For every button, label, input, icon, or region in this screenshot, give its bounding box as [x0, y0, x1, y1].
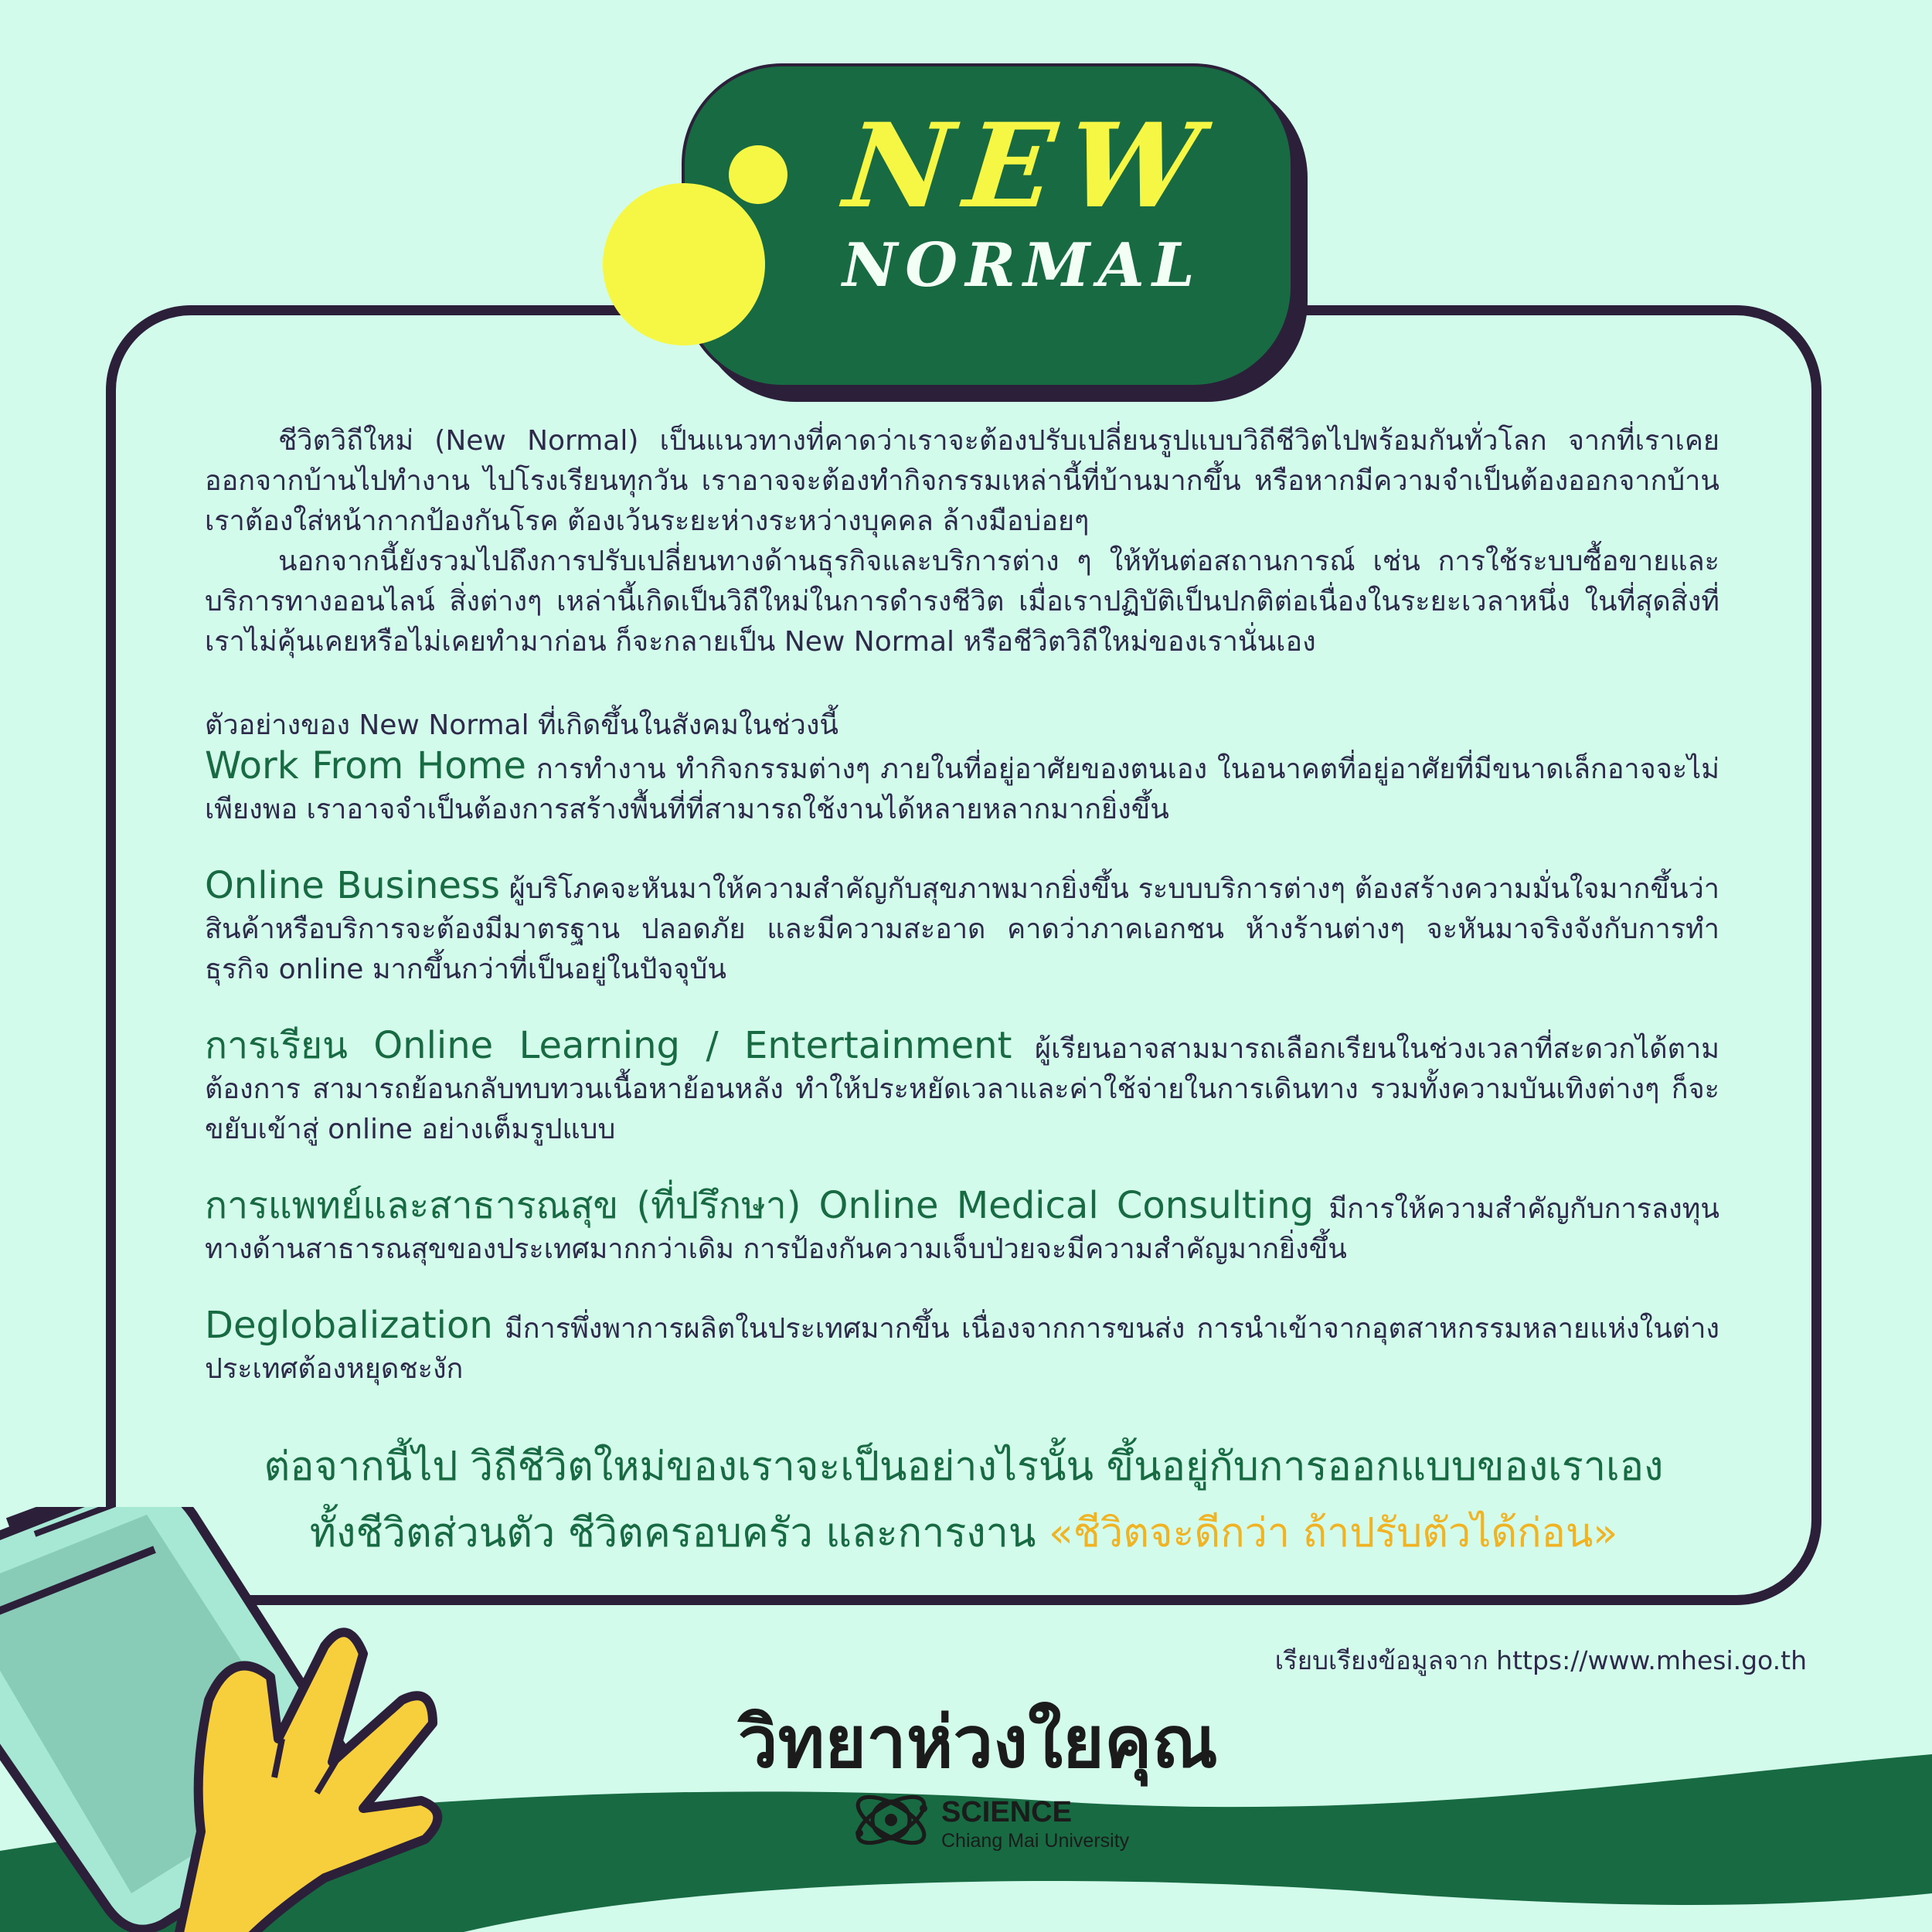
example-term: Work From Home: [205, 744, 526, 787]
example-item-medical-consulting: [205, 1185, 1719, 1270]
example-item-deglobalization: [205, 1305, 1719, 1389]
yellow-circle-small: [729, 145, 787, 204]
article-body: [205, 421, 1719, 1389]
yellow-circle-large: [603, 183, 765, 345]
example-item-work-from-home: [205, 746, 1719, 830]
intro-paragraph-2: นอกจากนี้ยังรวมไปถึงการปรับเปลี่ยนทางด้านธุรกิจและบริการต่าง ๆ ให้ทันต่อสถานการณ์ เช่น การใช้ระบบซื้อขายและบริการทางออนไลน์ สิ่งต่างๆ เหล่านี้เกิดเป็นวิถีใหม่ในการดำรงชีวิต เมื่อเราปฏิบัติเป็นปกติต่อเนื่องในระยะเวลาหนึ่ง ในที่สุดสิ่งที่เราไม่คุ้นเคยหรือไม่เคยทำมาก่อน ก็จะกลายเป็น New Normal หรือชีวิตวิถีใหม่ของเรานั่นเอง: [205, 546, 1719, 658]
examples-intro: ตัวอย่างของ New Normal ที่เกิดขึ้นในสังคมในช่วงนี้: [205, 709, 839, 741]
atom-icon: [849, 1777, 934, 1862]
glove-hand-icon: [178, 1632, 437, 1932]
example-term: การแพทย์และสาธารณสุข (ที่ปรึกษา) Online Medical Consulting: [205, 1184, 1315, 1227]
closing-highlight-quote: «ชีวิตจะดีกว่า ถ้าปรับตัวได้ก่อน»: [1048, 1510, 1618, 1556]
intro-paragraph-1: ชีวิตวิถีใหม่ (New Normal) เป็นแนวทางที่คาดว่าเราจะต้องปรับเปลี่ยนรูปแบบวิถีชีวิตไปพร้อมกันทั่วโลก จากที่เราเคยออกจากบ้านไปทำงาน ไปโรงเรียนทุกวัน เราอาจจะต้องทำกิจกรรมเหล่านี้ที่บ้านมากขึ้น หรือหากมีความจำเป็นต้องออกจากบ้าน เราต้องใส่หน้ากากป้องกันโรค ต้องเว้นระยะห่างระหว่างบุคคล ล้างมือบ่อยๆ: [205, 425, 1719, 537]
faculty-logo: [849, 1777, 1173, 1862]
example-term: การเรียน Online Learning / Entertainment: [205, 1024, 1012, 1067]
example-term: Online Business: [205, 864, 500, 907]
brand-slogan: วิทยาห่วงใยคุณ: [738, 1701, 1218, 1784]
example-term: Deglobalization: [205, 1304, 493, 1347]
example-text: มีการให้ความสำคัญกับการลงทุนทางด้านสาธารณสุขของประเทศมากกว่าเดิม การป้องกันความเจ็บป่วยจะมีความสำคัญมากยิ่งขึ้น: [205, 1193, 1719, 1265]
example-text: ผู้บริโภคจะหันมาให้ความสำคัญกับสุขภาพมากยิ่งขึ้น ระบบบริการต่างๆ ต้องสร้างความมั่นใจมากขึ้นว่าสินค้าหรือบริการจะต้องมีมาตรฐาน ปลอดภัย และมีความสะอาด คาดว่าภาคเอกชน ห้างร้านต่างๆ จะหันมาจริงจังกับการทำธุรกิจ online มากขึ้นกว่าที่เป็นอยู่ในปัจจุบัน: [205, 873, 1720, 985]
closing-line-2-prefix: ทั้งชีวิตส่วนตัว ชีวิตครอบครัว และการงาน: [309, 1510, 1049, 1556]
header-title: NEW: [838, 98, 1220, 234]
example-text: การทำงาน ทำกิจกรรมต่างๆ ภายในที่อยู่อาศัยของตนเอง ในอนาคตที่อยู่อาศัยที่มีขนาดเล็กอาจจะไม่เพียงพอ เราอาจจำเป็นต้องการสร้างพื้นที่ที่สามารถใช้งานได้หลายหลากมากยิ่งขึ้น: [205, 753, 1720, 825]
logo-subtitle: Chiang Mai University: [941, 1830, 1130, 1852]
closing-line-1: ต่อจากนี้ไป วิถีชีวิตใหม่ของเราจะเป็นอย่างไรนั้น ขึ้นอยู่กับการออกแบบของเราเอง: [264, 1444, 1664, 1490]
example-item-online-learning: [205, 1026, 1719, 1150]
header-subtitle: NORMAL: [842, 230, 1202, 301]
example-text: ผู้เรียนอาจสามมารถเลือกเรียนในช่วงเวลาที่สะดวกได้ตามต้องการ สามารถย้อนกลับทบทวนเนื้อหาย้อนหลัง ทำให้ประหยัดเวลาและค่าใช้จ่ายในการเดินทาง รวมทั้งความบันเทิงต่างๆ ก็จะขยับเข้าสู่ online อย่างเต็มรูปแบบ: [205, 1033, 1719, 1145]
example-item-online-business: [205, 866, 1719, 990]
logo-title: SCIENCE: [941, 1796, 1072, 1828]
source-credit: เรียบเรียงข้อมูลจาก https://www.mhesi.go.th: [1274, 1645, 1807, 1675]
hand-washing-illustration: [0, 1507, 556, 1932]
example-text: มีการพึ่งพาการผลิตในประเทศมากขึ้น เนื่องจากการขนส่ง การนำเข้าจากอุตสาหกรรมหลายแห่งในต่างประเทศต้องหยุดชะงัก: [205, 1313, 1719, 1385]
